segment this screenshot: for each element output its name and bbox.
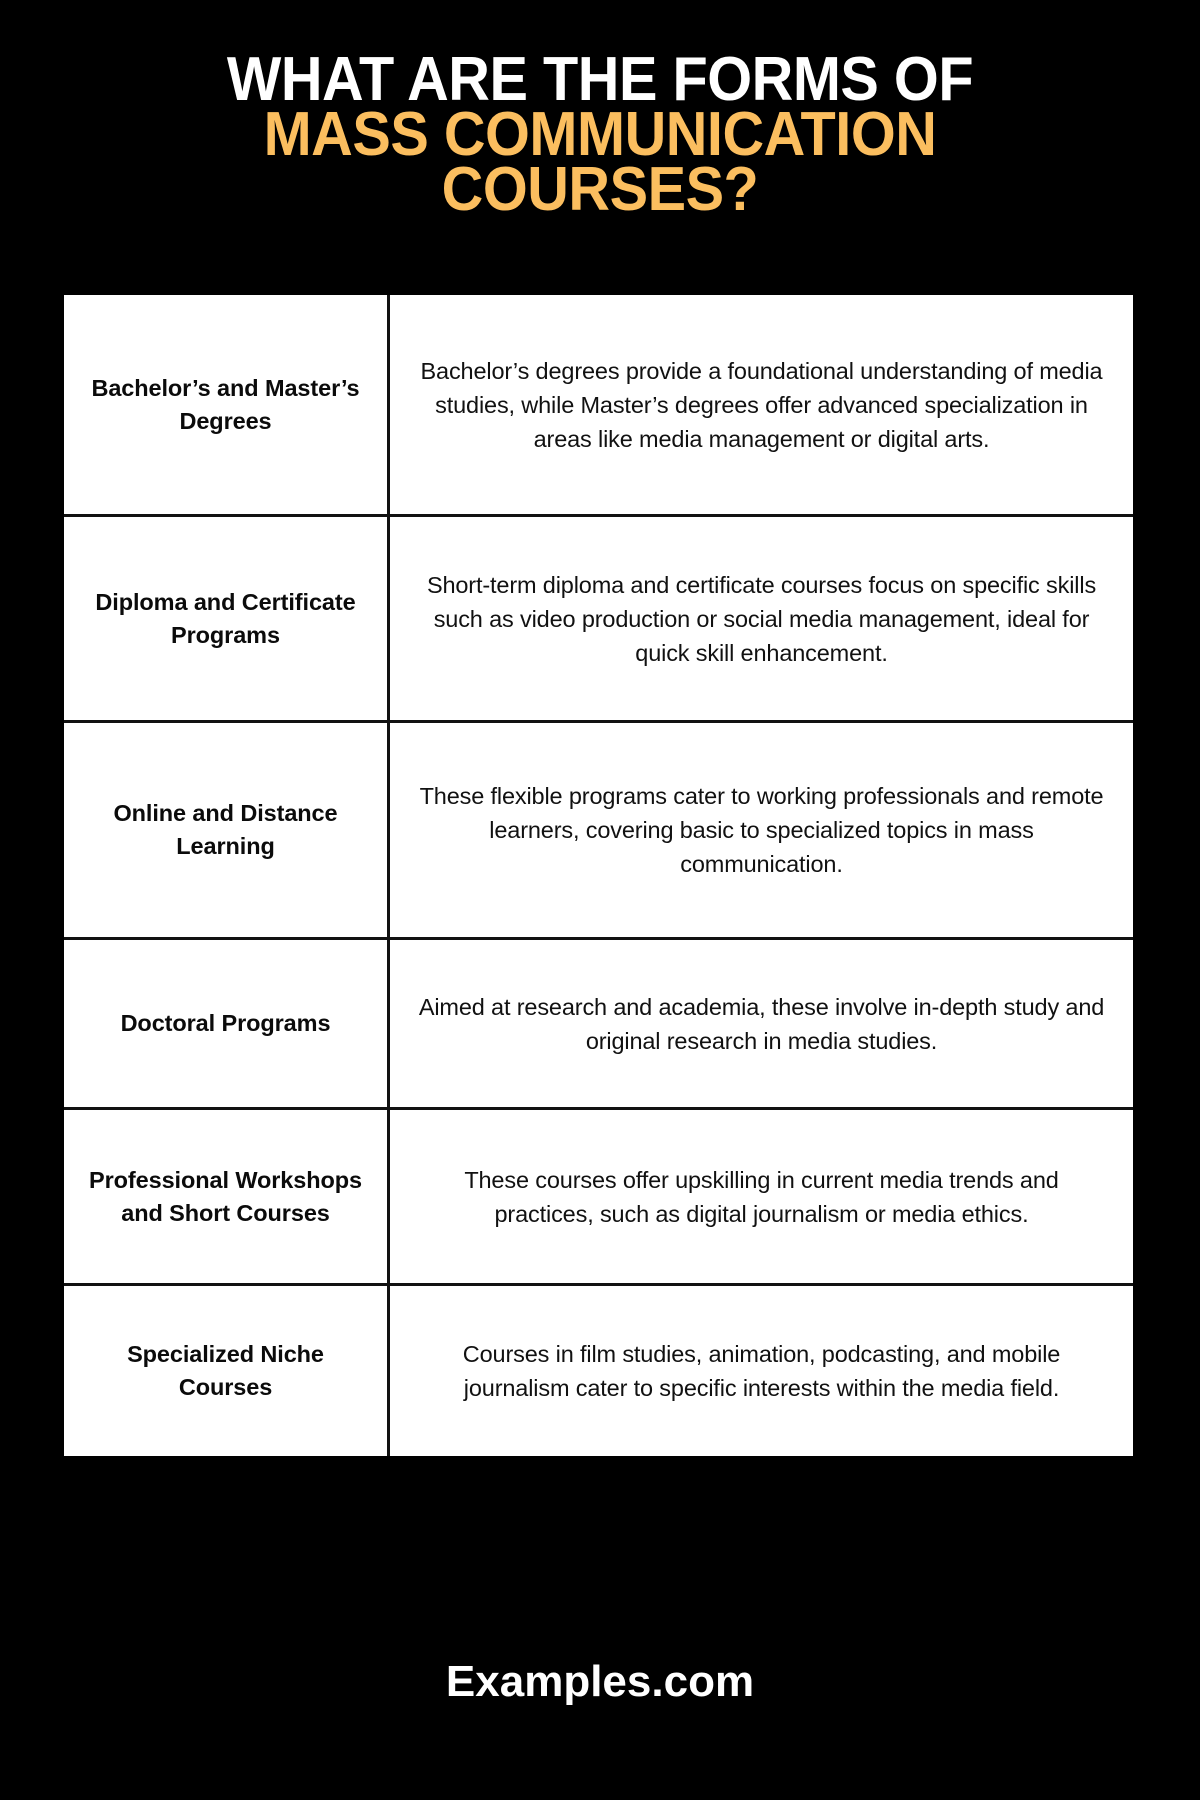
page-title bbox=[0, 45, 1200, 224]
table-cell-term bbox=[64, 1110, 390, 1283]
table-cell-term bbox=[64, 940, 390, 1107]
table-cell-term bbox=[64, 517, 390, 720]
term-label: Doctoral Programs bbox=[120, 1010, 331, 1036]
table-cell-term bbox=[64, 295, 390, 514]
description-text: Short-term diploma and certificate courses focus on specific skills such as video production or social media management, ideal for quick skill enhancement. bbox=[426, 571, 1097, 666]
table-row bbox=[64, 295, 1133, 514]
term-label: Bachelor’s and Master’s Degrees bbox=[91, 374, 360, 434]
description-text: These courses offer upskilling in current media trends and practices, such as digital journalism or media ethics. bbox=[464, 1166, 1059, 1227]
table-cell-description bbox=[390, 517, 1133, 720]
table-row bbox=[64, 1283, 1133, 1456]
title-line-3: COURSES? bbox=[441, 155, 759, 224]
table-row bbox=[64, 1107, 1133, 1283]
brand-wordmark: Examples.com bbox=[445, 1657, 755, 1706]
table-row bbox=[64, 937, 1133, 1107]
table-cell-term bbox=[64, 1286, 390, 1456]
description-text: Courses in film studies, animation, podcasting, and mobile journalism cater to specific interests within the media field. bbox=[462, 1341, 1061, 1401]
description-text: Bachelor’s degrees provide a foundational understanding of media studies, while Master’s degrees offer advanced specialization in areas like media management or digital arts. bbox=[420, 357, 1103, 452]
table-cell-description bbox=[390, 940, 1133, 1107]
table-cell-description bbox=[390, 723, 1133, 937]
title-line-1: WHAT ARE THE FORMS OF bbox=[226, 45, 974, 114]
term-label: Diploma and Certificate Programs bbox=[95, 588, 356, 648]
term-label: Professional Workshops and Short Courses bbox=[89, 1166, 362, 1226]
description-text: Aimed at research and academia, these involve in-depth study and original research in media studies. bbox=[418, 993, 1105, 1054]
footer bbox=[0, 1656, 1200, 1708]
table-row bbox=[64, 514, 1133, 720]
description-text: These flexible programs cater to working professionals and remote learners, covering basic to specialized topics in mass communication. bbox=[419, 783, 1104, 877]
table-row bbox=[64, 720, 1133, 937]
table-cell-description bbox=[390, 1286, 1133, 1456]
table-cell-description bbox=[390, 295, 1133, 514]
table-cell-term bbox=[64, 723, 390, 937]
title-line-2: MASS COMMUNICATION bbox=[263, 100, 937, 169]
term-label: Specialized Niche Courses bbox=[127, 1341, 324, 1400]
forms-table bbox=[64, 295, 1133, 1456]
term-label: Online and Distance Learning bbox=[113, 800, 338, 859]
table-cell-description bbox=[390, 1110, 1133, 1283]
